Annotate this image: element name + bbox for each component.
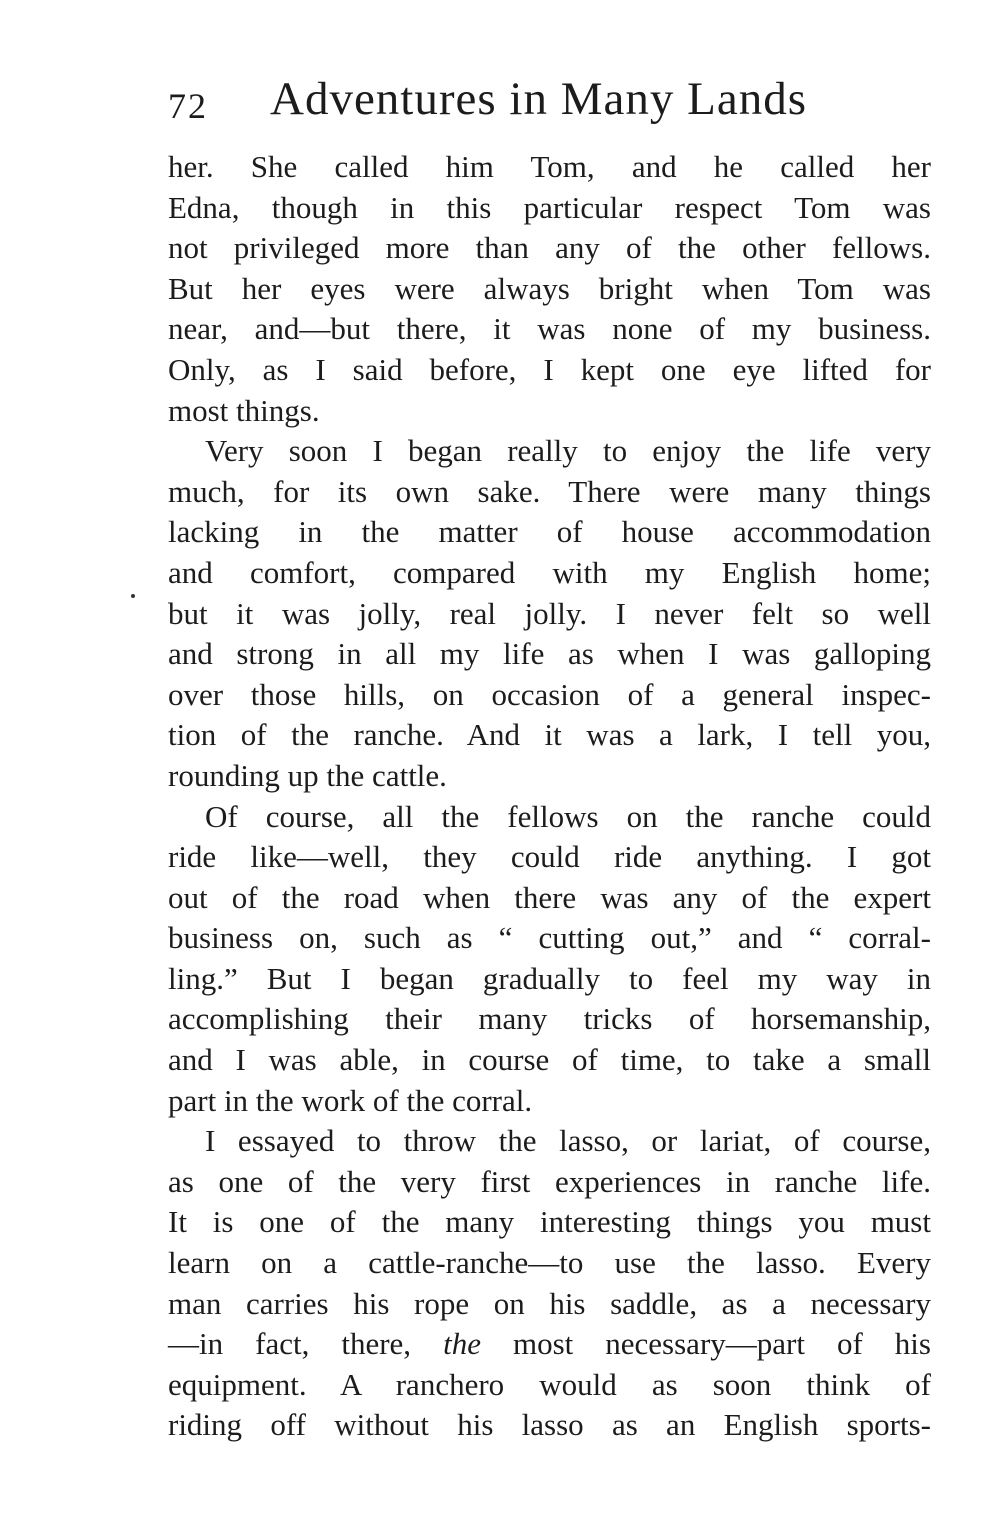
text-line: man carries his rope on his saddle, as a necessary xyxy=(168,1285,931,1321)
text-line: It is one of the many interesting things you must xyxy=(168,1204,931,1240)
text-line: Only, as I said before, I kept one eye lifted for xyxy=(168,351,931,387)
text-line: but it was jolly, real jolly. I never felt so well xyxy=(168,595,931,631)
text-line: part in the work of the corral. xyxy=(168,1082,533,1118)
text-line: Of course, all the fellows on the ranche could xyxy=(205,798,931,834)
text-line: ling.” But I began gradually to feel my way in xyxy=(168,960,931,996)
text-line: as one of the very first experiences in ranche life. xyxy=(168,1163,931,1199)
text-line: out of the road when there was any of the expert xyxy=(168,879,931,915)
text-line: near, and—but there, it was none of my business. xyxy=(168,311,931,347)
paragraph-3 xyxy=(168,797,931,1122)
text-line: and strong in all my life as when I was galloping xyxy=(168,636,931,672)
text-line: much, for its own sake. There were many things xyxy=(168,473,931,509)
text-line: and I was able, in course of time, to take a small xyxy=(168,1042,931,1078)
text-line: Edna, though in this particular respect Tom was xyxy=(168,189,931,225)
text-fragment: —in fact, there, xyxy=(168,1326,444,1362)
text-line: not privileged more than any of the other fellows. xyxy=(168,230,931,266)
text-line: I essayed to throw the lasso, or lariat, of course, xyxy=(205,1123,931,1159)
body-text xyxy=(168,147,931,1446)
paragraph-2 xyxy=(168,431,931,796)
text-line: rounding up the cattle. xyxy=(168,757,447,793)
text-line: Very soon I began really to enjoy the life very xyxy=(205,433,931,469)
text-line: equipment. A ranchero would as soon think of xyxy=(168,1366,931,1402)
text-fragment: most necessary—part of his xyxy=(480,1326,931,1362)
text-line: business on, such as “ cutting out,” and “ corral- xyxy=(168,920,931,956)
text-line: learn on a cattle-ranche—to use the lasso. Every xyxy=(168,1245,931,1281)
paragraph-1 xyxy=(168,147,931,431)
text-line: ride like—well, they could ride anything. I got xyxy=(168,839,931,875)
running-head xyxy=(168,68,892,138)
text-line-with-italic xyxy=(168,1324,931,1365)
stray-ink-dot xyxy=(131,594,135,598)
page-number: 72 xyxy=(168,86,208,126)
text-line: But her eyes were always bright when Tom was xyxy=(168,270,931,306)
text-line: tion of the ranche. And it was a lark, I tell you, xyxy=(168,717,931,753)
paragraph-4 xyxy=(168,1121,931,1446)
text-line: her. She called him Tom, and he called her xyxy=(168,149,931,184)
text-line: accomplishing their many tricks of horsemanship, xyxy=(168,1001,931,1037)
text-line: and comfort, compared with my English home; xyxy=(168,554,931,590)
text-line: most things. xyxy=(168,392,320,428)
book-title: Adventures in Many Lands xyxy=(270,73,807,125)
text-line: riding off without his lasso as an English sports- xyxy=(168,1407,931,1443)
text-line: over those hills, on occasion of a general inspec- xyxy=(168,676,931,712)
italic-emphasis: the xyxy=(443,1326,481,1362)
text-line: lacking in the matter of house accommodation xyxy=(168,514,931,550)
